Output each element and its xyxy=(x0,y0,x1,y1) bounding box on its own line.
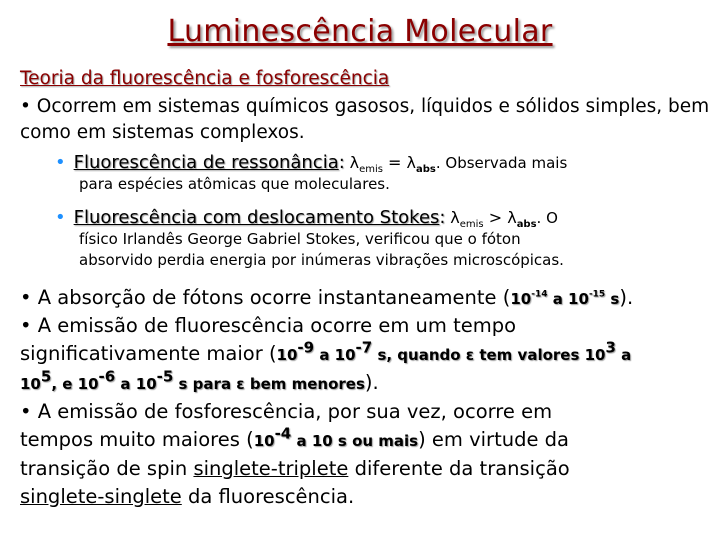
sub-item-stokes-line2: físico Irlandês George Gabriel Stokes, verificou que o fóton xyxy=(79,230,521,248)
term-singlete-triplete: singlete-triplete xyxy=(193,457,349,480)
formula-equal: $\lambda_{emis} = \lambda_{abs}$ xyxy=(349,153,436,176)
paragraph-absorption: • A absorção de fótons ocorre instantaneamente ($10^{-14}$ a $10^{-15}$ s). xyxy=(20,286,634,309)
bullet-icon: • xyxy=(55,152,66,173)
section-heading: Teoria da fluorescência e fosforescência xyxy=(20,68,390,89)
sub-item-resonance: • Fluorescência de ressonância: $\lambda_{emis} = \lambda_{abs}$. Observada mais para espécies atômicas que moleculares. xyxy=(55,152,705,195)
slide-title: Luminescência Molecular xyxy=(167,14,553,49)
bullet-icon: • xyxy=(55,207,66,228)
sub-heading-resonance: Fluorescência de ressonância xyxy=(73,152,339,173)
sub-item-resonance-line2: para espécies atômicas que moleculares. xyxy=(79,175,390,193)
paragraph-fluorescence-time: • A emissão de fluorescência ocorre em um tempo significativamente maior ($10^{-9}$ a $10^{-7}$ s, quando ε tem valores $10^3$ a $10^5$, e $10^{-6}$ a $10^{-5}$ s para ε bem menores). xyxy=(20,314,632,394)
sub-item-stokes: • Fluorescência com deslocamento Stokes: $\lambda_{emis} > \lambda_{abs}$. O físico Irlandês George Gabriel Stokes, verificou que o fóton absorvido perdia energia por inúmeras vibrações microscópicas. xyxy=(55,207,705,271)
sub-item-stokes-line3: absorvido perdia energia por inúmeras vibrações microscópicas. xyxy=(79,251,564,269)
term-singlete-singlete: singlete-singlete xyxy=(20,485,182,508)
paragraph-phosphorescence: • A emissão de fosforescência, por sua vez, ocorre em tempos muito maiores ($10^{-4}$ a 10 s ou mais) em virtude da transição de spin singlete-triplete diferente da transição singlete-singlete da fluorescência. xyxy=(20,400,570,508)
paragraph-systems: • Ocorrem em sistemas químicos gasosos, líquidos e sólidos simples, bem como em sistemas complexos. xyxy=(20,96,710,143)
sub-heading-stokes: Fluorescência com deslocamento Stokes xyxy=(73,207,440,228)
formula-greater: $\lambda_{emis} > \lambda_{abs}$ xyxy=(450,208,537,231)
